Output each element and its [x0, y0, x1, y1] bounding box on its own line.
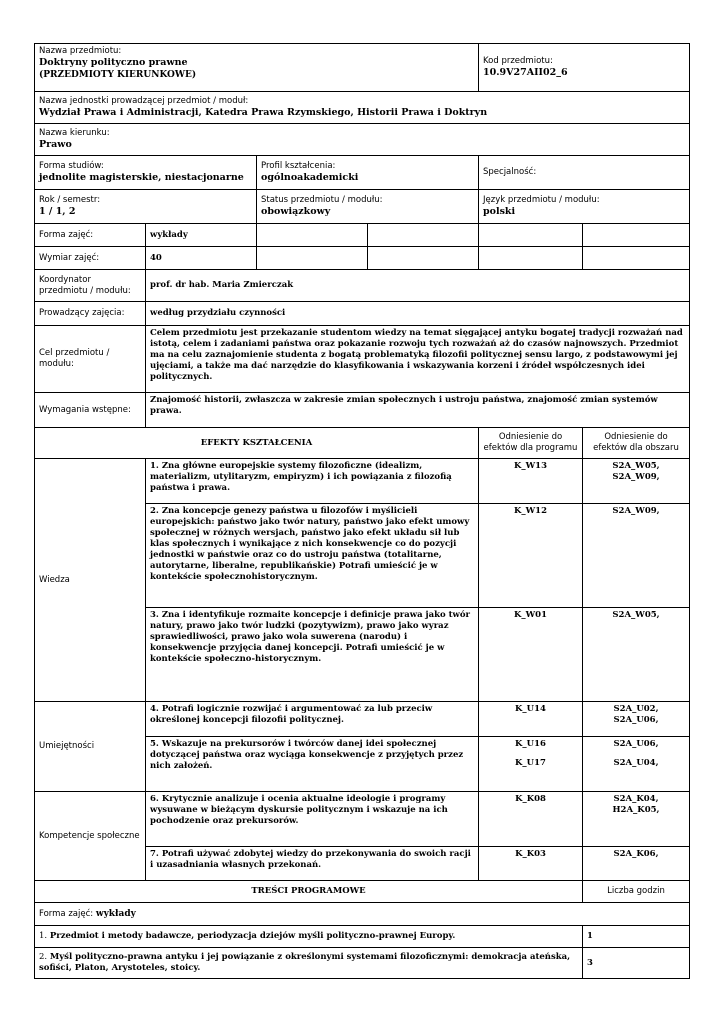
field-value: Prawo — [39, 139, 72, 150]
program-code: K_U17 — [515, 758, 546, 768]
topic-hours: 1 — [583, 926, 690, 948]
empty-cell — [479, 224, 583, 247]
status-cell — [257, 190, 479, 224]
subject-name-label: Nazwa przedmiotu: — [39, 46, 122, 56]
goal-value: Celem przedmiotu jest przekazanie studentom wiedzy na temat sięgającej antyku bogatej tradycji rozważań nad istotą, celem i zadaniami państwa oraz pokazanie rozwoju tych rozważań aż do czasów najnowszych. Przedmiot ma na celu zaznajomienie studenta z bogatą problematyką filozofii politycznej sensu largo, z podstawowymi jej ujęciami, a także ma dać narzędzie do klasyfikowania i wskazywania korzeni i źródeł współczesnych idei politycznych. — [146, 326, 690, 393]
requirements-value: Znajomość historii, zwłaszcza w zakresie zmian społecznych i ustroju państwa, znajomość zmian systemów prawa. — [146, 393, 690, 428]
area-code: S2A_K06, — [613, 849, 659, 859]
effect-area-codes — [583, 702, 690, 737]
year-value: 1 / 1, 2 — [39, 206, 76, 217]
classes-form-value: wykłady — [146, 224, 257, 247]
area-code: S2A_W05, — [612, 461, 660, 471]
effect-text: 6. Krytycznie analizuje i ocenia aktualne ideologie i programy wysuwane w bieżącym dyskursie politycznym i wskazuje na ich pochodzenie oraz prekursorów. — [146, 792, 479, 847]
effect-text: 1. Zna główne europejskie systemy filozoficzne (idealizm, materializm, utylitaryzm, empiryzm) i ich powiązania z filozofią państwa i prawa. — [146, 459, 479, 504]
field-cell — [35, 124, 690, 156]
unit-cell — [35, 92, 690, 124]
area-code: S2A_W05, — [612, 610, 660, 620]
specialty-cell — [479, 156, 690, 190]
coordinator-label: Koordynator przedmiotu / modułu: — [35, 270, 146, 302]
topic-text-cell — [35, 948, 583, 979]
area-code: S2A_W09, — [612, 472, 660, 482]
effect-program-codes — [479, 737, 583, 792]
classes-form-row — [35, 224, 690, 247]
area-code: S2A_U04, — [613, 758, 659, 768]
effect-row — [35, 702, 690, 737]
unit-label: Nazwa jednostki prowadzącej przedmiot / moduł: — [39, 96, 249, 106]
subject-name: Doktryny polityczno prawne — [39, 57, 188, 68]
group-knowledge-label: Wiedza — [35, 459, 146, 702]
effect-program-code: K_U14 — [479, 702, 583, 737]
group-skills-label: Umiejętności — [35, 702, 146, 792]
unit-value: Wydział Prawa i Administracji, Katedra Prawa Rzymskiego, Historii Prawa i Doktryn — [39, 107, 488, 118]
specialty-label: Specjalność: — [483, 167, 537, 177]
effect-program-code: K_K03 — [479, 847, 583, 881]
subject-code: 10.9V27AII02_6 — [483, 67, 568, 78]
effect-program-code: K_K08 — [479, 792, 583, 847]
effect-area-codes — [583, 847, 690, 881]
teacher-value: według przydziału czynności — [146, 302, 690, 326]
classes-hours-row — [35, 247, 690, 270]
classes-hours-label: Wymiar zajęć: — [35, 247, 146, 270]
topic-text: Myśl polityczno-prawna antyku i jej powiązanie z określonymi systemami filozoficznymi: demokracja ateńska, sofiści, Platon, Arystoteles, stoicy. — [39, 952, 571, 973]
study-form-cell — [35, 156, 257, 190]
syllabus-table — [34, 43, 690, 979]
syllabus-sheet — [34, 43, 689, 979]
area-code: S2A_U06, — [613, 715, 659, 725]
subject-row — [35, 44, 690, 92]
topic-text: Przedmiot i metody badawcze, periodyzacja dziejów myśli polityczno-prawnej Europy. — [49, 931, 456, 941]
study-form-value: jednolite magisterskie, niestacjonarne — [39, 172, 244, 183]
classes-hours-value: 40 — [146, 247, 257, 270]
requirements-label: Wymagania wstępne: — [35, 393, 146, 428]
content-form-value: wykłady — [95, 909, 136, 919]
study-form-row — [35, 156, 690, 190]
status-label: Status przedmiotu / modułu: — [261, 195, 383, 205]
subject-category: (PRZEDMIOTY KIERUNKOWE) — [39, 70, 197, 80]
status-value: obowiązkowy — [261, 206, 331, 217]
program-code: K_U16 — [515, 739, 546, 749]
empty-cell — [257, 224, 368, 247]
profile-label: Profil kształcenia: — [261, 161, 336, 171]
effects-title: EFEKTY KSZTAŁCENIA — [35, 428, 479, 459]
teacher-label: Prowadzący zajęcia: — [35, 302, 146, 326]
content-form-cell — [35, 903, 690, 926]
language-label: Język przedmiotu / modułu: — [483, 195, 600, 205]
teacher-row — [35, 302, 690, 326]
language-value: polski — [483, 206, 516, 217]
effects-col-program: Odniesienie do efektów dla programu — [479, 428, 583, 459]
topic-hours: 3 — [583, 948, 690, 979]
field-label: Nazwa kierunku: — [39, 128, 110, 138]
year-cell — [35, 190, 257, 224]
empty-cell — [583, 224, 690, 247]
empty-cell — [368, 247, 479, 270]
area-code: S2A_W09, — [612, 506, 660, 516]
area-code: H2A_K05, — [612, 805, 660, 815]
effects-header-row — [35, 428, 690, 459]
subject-code-label: Kod przedmiotu: — [483, 56, 553, 66]
area-code: S2A_K04, — [613, 794, 659, 804]
content-form-row — [35, 903, 690, 926]
effect-text: 5. Wskazuje na prekursorów i twórców danej idei społecznej dotyczącej państwa oraz wyciąga konsekwencje z przyjętych przez nich założeń. — [146, 737, 479, 792]
subject-code-cell — [479, 44, 690, 92]
topic-number: 1. — [39, 931, 48, 941]
effect-text: 7. Potrafi używać zdobytej wiedzy do przekonywania do swoich racji i uzasadniania własnych przekonań. — [146, 847, 479, 881]
area-code: S2A_U02, — [613, 704, 659, 714]
effect-area-codes — [583, 737, 690, 792]
effect-text: 4. Potrafi logicznie rozwijać i argumentować za lub przeciw określonej koncepcji filozofii politycznej. — [146, 702, 479, 737]
language-cell — [479, 190, 690, 224]
content-hours-label: Liczba godzin — [583, 881, 690, 903]
topic-row — [35, 948, 690, 979]
profile-cell — [257, 156, 479, 190]
coordinator-value: prof. dr hab. Maria Zmierczak — [146, 270, 690, 302]
profile-value: ogólnoakademicki — [261, 172, 359, 183]
goal-row — [35, 326, 690, 393]
effect-area-codes — [583, 459, 690, 504]
requirements-row — [35, 393, 690, 428]
classes-form-label: Forma zajęć: — [35, 224, 146, 247]
content-header-row — [35, 881, 690, 903]
content-form-label: Forma zajęć: — [39, 909, 94, 919]
goal-label: Cel przedmiotu / modułu: — [35, 326, 146, 393]
topic-row — [35, 926, 690, 948]
effect-text: 2. Zna koncepcje genezy państwa u filozofów i myślicieli europejskich: państwo jako twór natury, państwo jako efekt umowy społecznej w różnych wersjach, państwo jako efekt układu sił lub klas społecznych i wynikające z nich konsekwencje co do pozycji jednostki w państwie oraz co do ustroju państwa (totalitarne, autorytarne, liberalne, republikańskie) Potrafi umieścić je w kontekście społecznohistorycznym. — [146, 504, 479, 608]
effect-text: 3. Zna i identyfikuje rozmaite koncepcje i definicje prawa jako twór natury, prawo jako twór ludzki (pozytywizm), prawo jako wyraz sprawiedliwości, prawo jako wola suwerena (narodu) i konsekwencje przyjęcia danej koncepcji. Potrafi umieścić je w kontekście społeczno-historycznym. — [146, 608, 479, 702]
effect-area-codes — [583, 608, 690, 702]
effect-area-codes — [583, 504, 690, 608]
area-code: S2A_U06, — [613, 739, 659, 749]
group-social-label: Kompetencje społeczne — [35, 792, 146, 881]
topic-number: 2. — [39, 952, 48, 962]
field-row — [35, 124, 690, 156]
empty-cell — [583, 247, 690, 270]
effect-program-code: K_W13 — [479, 459, 583, 504]
effect-row — [35, 792, 690, 847]
effect-area-codes — [583, 792, 690, 847]
empty-cell — [479, 247, 583, 270]
unit-row — [35, 92, 690, 124]
topic-text-cell — [35, 926, 583, 948]
effect-program-code: K_W01 — [479, 608, 583, 702]
subject-cell — [35, 44, 479, 92]
coordinator-row — [35, 270, 690, 302]
effect-row — [35, 459, 690, 504]
effects-col-area: Odniesienie do efektów dla obszaru — [583, 428, 690, 459]
effect-program-code: K_W12 — [479, 504, 583, 608]
year-label: Rok / semestr: — [39, 195, 101, 205]
empty-cell — [257, 247, 368, 270]
study-form-label: Forma studiów: — [39, 161, 104, 171]
year-row — [35, 190, 690, 224]
content-title: TREŚCI PROGRAMOWE — [35, 881, 583, 903]
empty-cell — [368, 224, 479, 247]
